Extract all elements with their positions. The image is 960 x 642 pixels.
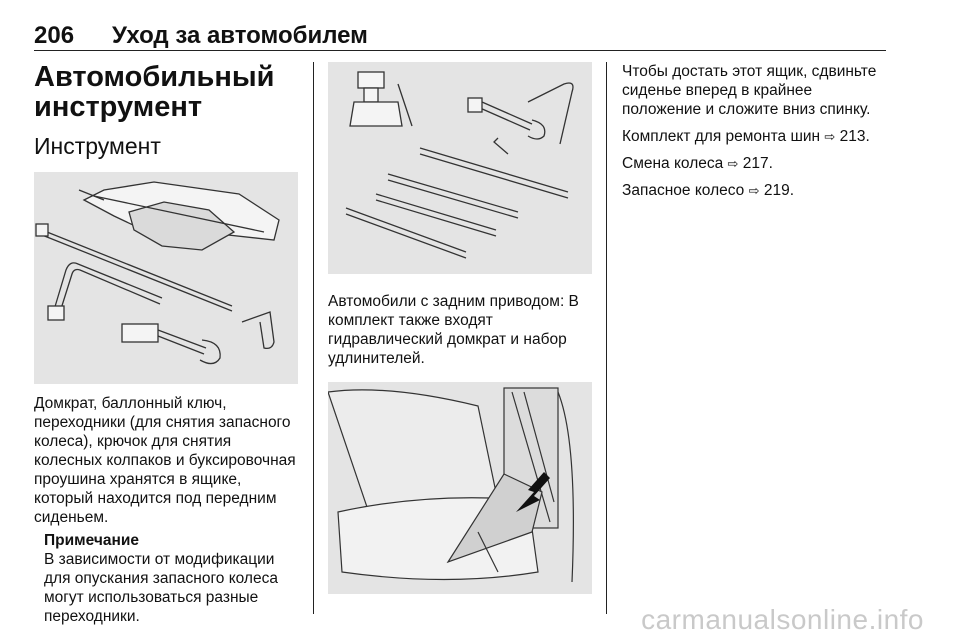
wheel-change-page: 217 <box>742 155 769 172</box>
hydraulic-jack-illustration <box>328 62 592 274</box>
instruction-text: Чтобы достать этот ящик, сдвиньте сиденье вперед в крайнее положение и сложите вниз спинку. <box>622 63 877 118</box>
tools-description: Домкрат, баллонный ключ, переходники (для снятия запасного колеса), крючок для снятия колесных колпаков и буксировочная проушина хранятся в ящике, который находится под передним сиденьем. <box>34 395 296 526</box>
page-ref-arrow-icon: ⇨ <box>748 183 760 198</box>
section-title: Автомобильный инструмент <box>34 61 275 123</box>
note-title: Примечание <box>44 532 139 549</box>
page-ref-arrow-icon: ⇨ <box>824 129 836 144</box>
page-ref-arrow-icon: ⇨ <box>727 156 739 171</box>
page-header <box>34 20 886 51</box>
left-column <box>34 62 300 626</box>
middle-column <box>328 62 592 594</box>
column-divider-right <box>606 62 607 614</box>
seat-storage-illustration <box>328 382 592 594</box>
chapter-title: Уход за автомобилем <box>112 22 368 49</box>
tire-repair-page: 213 <box>839 128 866 145</box>
tire-repair-ref[interactable]: Комплект для ремонта шин ⇨ 213. <box>622 128 870 145</box>
subsection-title: Инструмент <box>34 133 161 159</box>
spare-wheel-page: 219 <box>763 182 790 199</box>
wheel-change-label: Смена колеса <box>622 155 724 172</box>
tools-illustration <box>34 172 298 384</box>
watermark: carmanualsonline.info <box>641 604 924 635</box>
column-divider-left <box>313 62 314 614</box>
rwd-description: Автомобили с задним приводом: В комплект также входят гидравлический домкрат и набор удлинителей. <box>328 293 579 367</box>
page-number: 206 <box>34 22 75 49</box>
right-column <box>622 62 888 208</box>
spare-wheel-label: Запасное колесо <box>622 182 745 199</box>
tire-repair-label: Комплект для ремонта шин <box>622 128 821 145</box>
note-block <box>44 531 300 626</box>
spare-wheel-ref[interactable]: Запасное колесо ⇨ 219. <box>622 182 795 199</box>
note-text: В зависимости от модификации для опускания запасного колеса могут использоваться разные переходники. <box>44 551 278 625</box>
wheel-change-ref[interactable]: Смена колеса ⇨ 217. <box>622 155 773 172</box>
